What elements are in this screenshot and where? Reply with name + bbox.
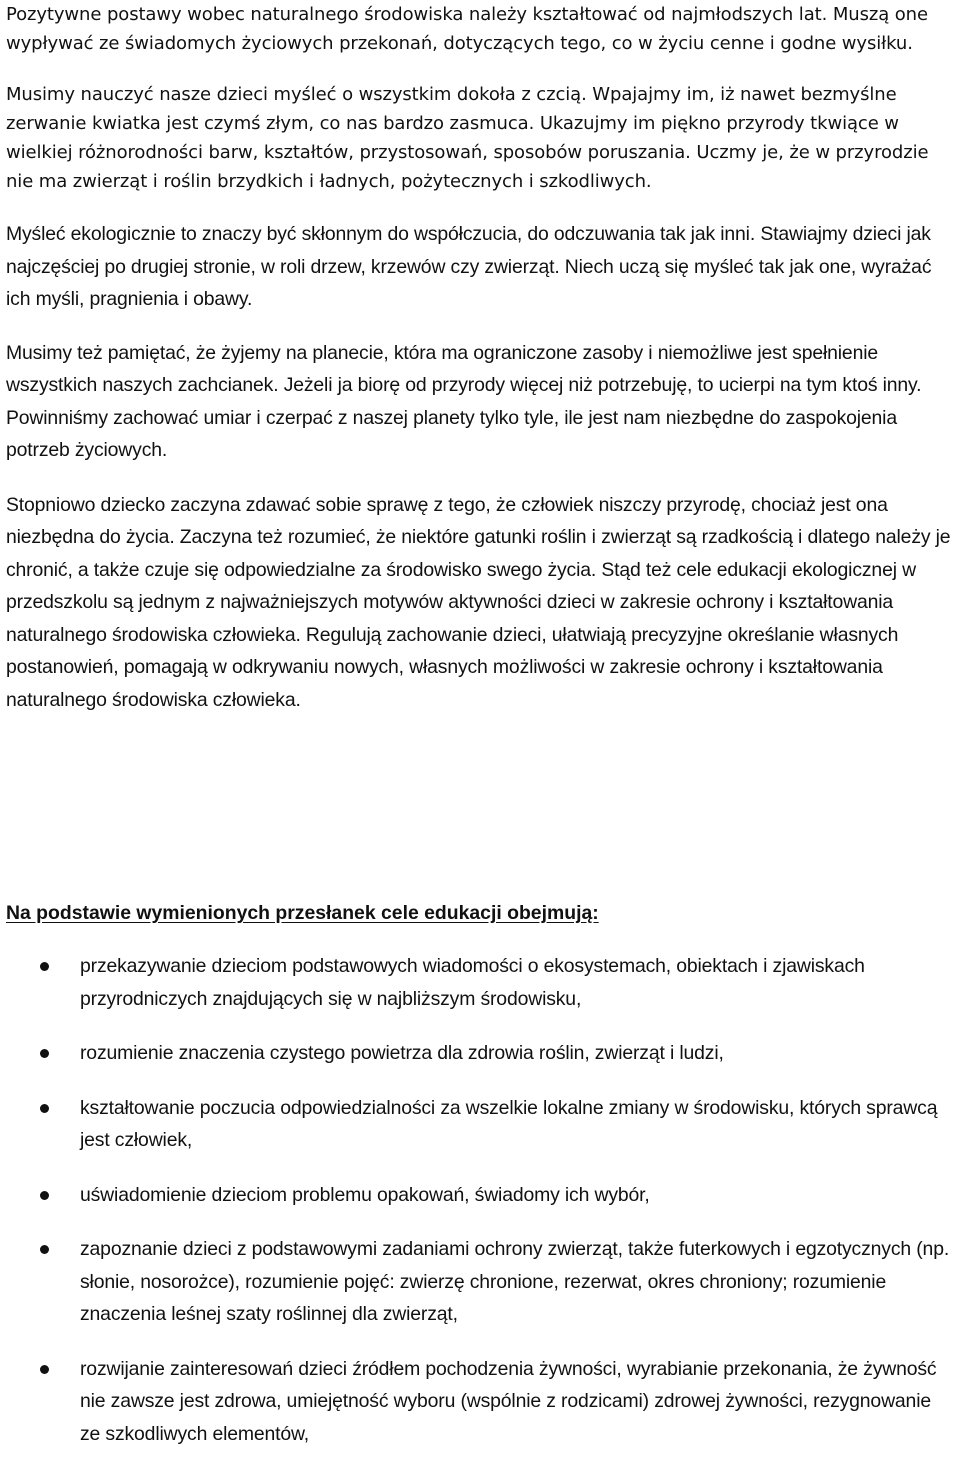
document-page bbox=[6, 0, 956, 1445]
paragraph-respect-nature: Musimy nauczyć nasze dzieci myśleć o wszystkim dokoła z czcią. Wpajajmy im, iż nawet bezmyślne zerwanie kwiatka jest czymś złym, co nas bardzo zasmuca. Ukazujmy im piękno przyrody tkwiące w wielkiej różnorodności barw, kształtów, przystosowań, sposobów poruszania. Uczmy je, że w przyrodzie nie ma zwierząt i roślin brzydkich i ładnych, pożytecznych i szkodliwych. bbox=[6, 84, 929, 192]
list-item-text: uświadomienie dzieciom problemu opakowań, świadomy ich wybór, bbox=[80, 1183, 650, 1206]
list-item-text: rozumienie znaczenia czystego powietrza dla zdrowia roślin, zwierząt i ludzi, bbox=[80, 1042, 724, 1064]
paragraph-child-awareness: Stopniowo dziecko zaczyna zdawać sobie sprawę z tego, że człowiek niszczy przyrodę, chociaż jest ona niezbędna do życia. Zaczyna też rozumieć, że niektóre gatunki roślin i zwierząt są rzadkością i dlatego należy je chronić, a także czuje się odpowiedzialne za środowisko swego życia. Stąd też cele edukacji ekologicznej w przedszkolu są jednym z najważniejszych motywów aktywności dzieci w zakresie ochrony i kształtowania naturalnego środowiska człowieka. Regulują zachowanie dzieci, ułatwiają precyzyjne określanie własnych postanowień, pomagają w odkrywaniu nowych, własnych możliwości w zakresie ochrony i kształtowania naturalnego środowiska człowieka. bbox=[6, 493, 951, 711]
list-item-text: zapoznanie dzieci z podstawowymi zadaniami ochrony zwierząt, także futerkowych i egzotycznych (np. słonie, nosorożce), rozumienie pojęć: zwierzę chronione, rezerwat, okres chroniony; rozumienie znaczenia leśnej szaty roślinnej dla zwierząt, bbox=[80, 1238, 950, 1325]
bullet-icon bbox=[40, 962, 49, 971]
bullet-icon bbox=[40, 1365, 49, 1374]
bullet-icon bbox=[40, 1104, 49, 1113]
list-item-text: rozwijanie zainteresowań dzieci źródłem pochodzenia żywności, wyrabianie przekonania, że żywność nie zawsze jest zdrowa, umiejętność wyboru (wspólnie z rodzicami) zdrowej żywności, rezygnowanie ze szkodliwych elementów, bbox=[80, 1357, 937, 1445]
list-item bbox=[6, 1092, 956, 1157]
bullet-icon bbox=[40, 1245, 49, 1254]
list-item bbox=[6, 1179, 956, 1212]
paragraph-intro: Pozytywne postawy wobec naturalnego środowiska należy kształtować od najmłodszych lat. Muszą one wypływać ze świadomych życiowych przekonań, dotyczących tego, co w życiu cenne i godne wysiłku. bbox=[6, 4, 928, 54]
list-item-text: kształtowanie poczucia odpowiedzialności za wszelkie lokalne zmiany w środowisku, których sprawcą jest człowiek, bbox=[80, 1096, 938, 1151]
bullet-icon bbox=[40, 1191, 49, 1200]
list-item-text: przekazywanie dzieciom podstawowych wiadomości o ekosystemach, obiektach i zjawiskach przyrodniczych znajdujących się w najbliższym środowisku, bbox=[80, 955, 865, 1010]
goals-list bbox=[6, 950, 956, 1472]
paragraph-limited-resources: Musimy też pamiętać, że żyjemy na planecie, która ma ograniczone zasoby i niemożliwe jest spełnienie wszystkich naszych zachcianek. Jeżeli ja biorę od przyrody więcej niż potrzebuję, to ucierpi na tym ktoś inny. Powinniśmy zachować umiar i czerpać z naszej planety tylko tyle, ile jest nam niezbędne do zaspokojenia potrzeb życiowych. bbox=[6, 341, 922, 461]
bullet-icon bbox=[40, 1049, 49, 1058]
list-item bbox=[6, 1353, 956, 1451]
paragraph-ecological-thinking: Myśleć ekologicznie to znaczy być skłonnym do współczucia, do odczuwania tak jak inni. Stawiajmy dzieci jak najczęściej po drugiej stronie, w roli drzew, krzewów czy zwierząt. Niech uczą się myśleć tak jak one, wyrażać ich myśli, pragnienia i obawy. bbox=[6, 223, 932, 310]
list-item bbox=[6, 1037, 956, 1070]
list-item bbox=[6, 950, 956, 1015]
list-item bbox=[6, 1233, 956, 1331]
section-heading: Na podstawie wymienionych przesłanek cele edukacji obejmują: bbox=[6, 902, 599, 924]
